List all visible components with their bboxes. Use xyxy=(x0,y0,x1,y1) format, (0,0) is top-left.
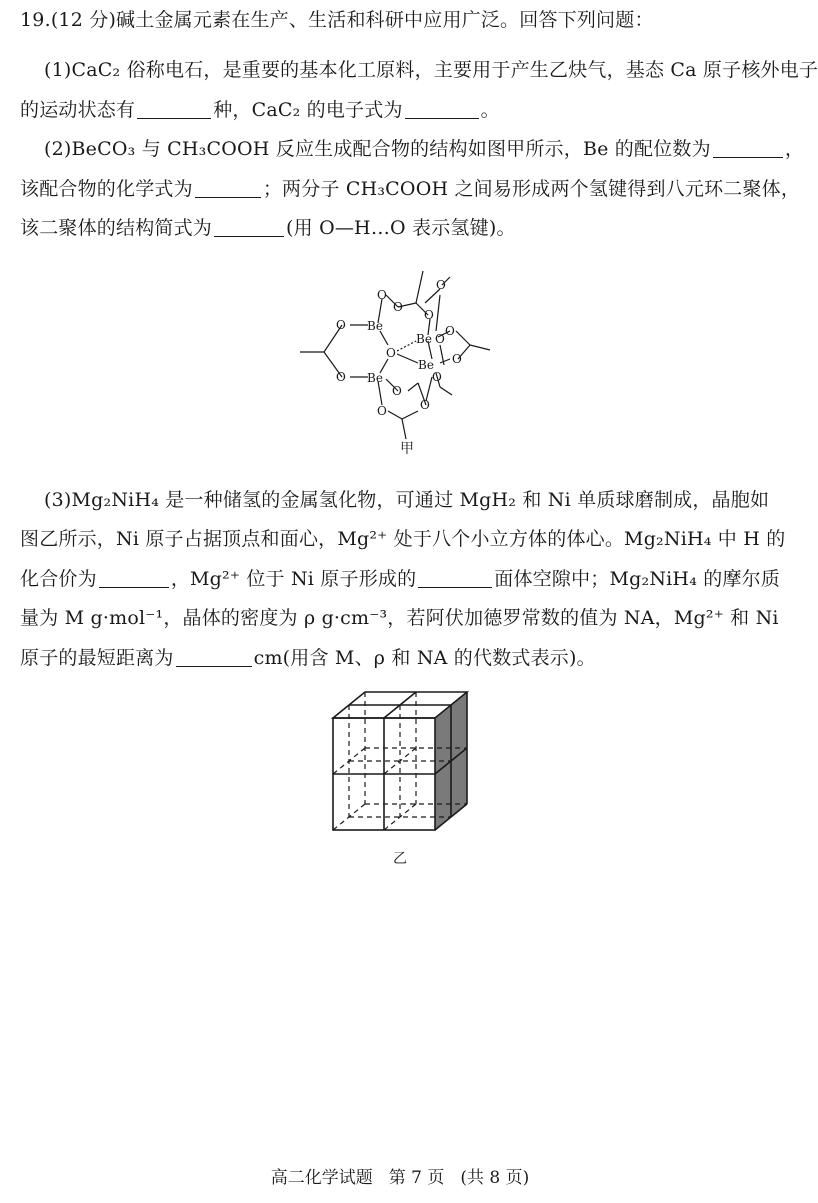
atom-o: O xyxy=(392,384,402,398)
footer-page: 第 7 页 xyxy=(388,1168,445,1188)
part2-text-a: (2)BeCO₃ 与 CH₃COOH 反应生成配合物的结构如图甲所示，Be 的配位数为 xyxy=(44,138,711,160)
part2-text-f: (用 O—H…O 表示氢键)。 xyxy=(286,217,516,239)
part1-line2 xyxy=(20,98,500,122)
part3-line5 xyxy=(20,646,596,670)
answer-blank-6 xyxy=(99,569,169,588)
answer-blank-4 xyxy=(195,179,261,198)
answer-blank-1 xyxy=(137,100,211,119)
part3-line1: (3)Mg₂NiH₄ 是一种储氢的金属氢化物，可通过 MgH₂ 和 Ni 单质球磨制成，晶胞如 xyxy=(44,489,770,511)
footer-total: (共 8 页) xyxy=(460,1168,530,1188)
atom-o: O xyxy=(377,288,387,302)
figure-yi-caption: 乙 xyxy=(393,851,407,867)
atom-be: Be xyxy=(367,371,383,385)
answer-blank-8 xyxy=(176,648,252,667)
figure-jia-structure xyxy=(290,255,520,460)
atom-be: Be xyxy=(418,358,434,372)
atom-o: O xyxy=(336,370,346,384)
atom-o: O xyxy=(435,332,445,346)
part3-line3 xyxy=(20,567,780,591)
answer-blank-5 xyxy=(214,218,284,237)
part1-text-b: 种，CaC₂ 的电子式为 xyxy=(213,99,403,121)
part3-text-b: ，Mg²⁺ 位于 Ni 原子形成的 xyxy=(170,568,417,590)
part3-line4: 量为 M g·mol⁻¹，晶体的密度为 ρ g·cm⁻³，若阿伏加德罗常数的值为 NA，Mg²⁺ 和 Ni xyxy=(20,607,779,629)
figure-jia-caption: 甲 xyxy=(400,441,414,457)
part2-line3 xyxy=(20,216,516,240)
part2-text-b: ， xyxy=(784,138,805,160)
atom-o: O xyxy=(452,352,462,366)
question-intro: 19.(12 分)碱土金属元素在生产、生活和科研中应用广泛。回答下列问题： xyxy=(20,9,654,31)
atom-o-central: O xyxy=(386,346,396,360)
part3-text-c: 面体空隙中；Mg₂NiH₄ 的摩尔质 xyxy=(494,568,781,590)
answer-blank-3 xyxy=(713,139,783,158)
atom-o: O xyxy=(445,324,455,338)
answer-blank-2 xyxy=(405,100,479,119)
part3-text-a: 化合价为 xyxy=(20,568,97,590)
atom-be: Be xyxy=(416,332,432,346)
page-footer xyxy=(0,1163,800,1188)
answer-blank-7 xyxy=(418,569,492,588)
figure-yi-unit-cell xyxy=(325,688,475,846)
part1-text-a: 的运动状态有 xyxy=(20,99,136,121)
part1-text-c: 。 xyxy=(480,99,500,121)
part2-text-e: 该二聚体的结构简式为 xyxy=(20,217,213,239)
part1-line1: (1)CaC₂ 俗称电石，是重要的基本化工原料，主要用于产生乙炔气，基态 Ca 原子核外电子 xyxy=(44,59,818,81)
atom-o: O xyxy=(420,398,430,412)
part3-text-e: cm(用含 M、ρ 和 NA 的代数式表示)。 xyxy=(253,647,596,669)
atom-o: O xyxy=(393,300,403,314)
part3-text-d: 原子的最短距离为 xyxy=(20,647,174,669)
atom-be: Be xyxy=(367,319,383,333)
atom-o: O xyxy=(424,308,434,322)
part2-line1 xyxy=(44,137,804,161)
footer-subject: 高二化学试题 xyxy=(270,1168,373,1188)
part2-line2 xyxy=(20,177,800,201)
atom-o: O xyxy=(432,370,442,384)
part2-text-d: ；两分子 CH₃COOH 之间易形成两个氢键得到八元环二聚体， xyxy=(262,178,801,200)
part3-line2: 图乙所示，Ni 原子占据顶点和面心，Mg²⁺ 处于八个小立方体的体心。Mg₂NiH₄ 中 H 的 xyxy=(20,528,786,550)
atom-o: O xyxy=(436,278,446,292)
part2-text-c: 该配合物的化学式为 xyxy=(20,178,193,200)
atom-o: O xyxy=(336,318,346,332)
atom-o: O xyxy=(377,404,387,418)
